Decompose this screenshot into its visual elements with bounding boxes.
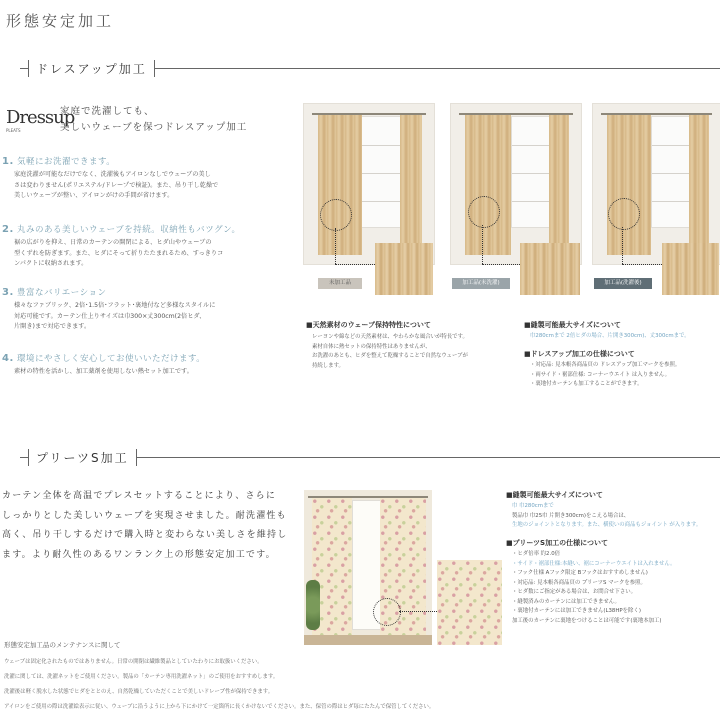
footer-line: 洗濯に関しては、洗濯ネットをご使用ください。製品の「カーテン専用洗濯ネット」のご使用をおすすめします。 [4,674,279,680]
footer-line: 洗濯後は軽く脱水した状態でヒダをととのえ、自然乾燥していただくことで美しいドレープ性が保持できます。 [4,689,274,695]
feature-item-3 [2,286,292,333]
header-rule-right [155,68,720,69]
pleats-description [2,487,292,565]
note-line: 生地のジョイントとなります。また、横使いの商品もジョイント が入ります。 [512,522,702,528]
swatch-treated-unwashed [520,243,580,295]
connector-line [335,264,375,265]
note-line: ・サイド・裾部仕様:本縫い、裾にコーナーウエイトは入れません。 [512,560,676,567]
dressup-spec-note [524,349,720,390]
curtain-right [689,115,709,255]
plant [306,580,320,630]
lead-line-1: 家庭で洗濯しても、 [60,106,155,117]
note-line: ・対応品: 見本帳各商品頁の プリーツS マークを参照。 [512,579,646,586]
feature-line: 裾の広がりを抑え、日常のカーテンの開閉による、ヒダ山やウェーブの [14,239,212,246]
feature-line: さは変わりません(ポリエステル/ドレープで検証)。また、吊り干し乾燥で [14,181,219,189]
window [511,116,551,228]
dressup-lead [60,104,247,136]
pleats-section-label: プリーツS加工 [28,449,137,466]
header-rule-right [137,457,720,458]
feature-head: 丸みのある美しいウェーブを持続。収納性もバツグン。 [16,225,241,235]
curtain-photo-treated-washed [592,103,720,265]
feature-line: 型くずれを防ぎます。また、ヒダにそって折りたたまれるため、すっきりコ [14,249,224,257]
zoom-circle [468,196,500,228]
dressup-size-note [524,320,720,342]
zoom-circle [373,598,401,626]
pleats-size-note [506,490,720,531]
note-line: ・ヒダ数にご指定がある場合は、お問合せ下さい。 [512,589,636,595]
swatch-untreated [375,243,433,295]
note-line: お洗濯のあとも、ヒダを整えて乾燥することで自然なウェーブが [312,353,468,359]
maintenance-footer [4,640,718,715]
feature-line: 美しいウェーブが整い、アイロンがけの手間が省けます。 [14,192,174,199]
zoom-circle [320,199,352,231]
dressup-section-header [20,60,720,77]
pleats-room-photo [304,490,432,645]
footer-line: ウェーブは固定化されたものではありません。日常の開閉は繊維製品としていたわりにお取扱いください。 [4,659,263,665]
swatch-treated-washed [662,243,719,295]
dressup-logo-sub: PLEATS [6,128,21,133]
connector-line [399,611,437,612]
curtain-photo-treated-unwashed [450,103,582,265]
curtain-right [549,115,569,255]
window [360,116,402,228]
feature-head: 環境にやさしく安心してお使いいただけます。 [16,354,206,364]
dressup-logo-text: Dressup [6,107,75,128]
feature-line: ンパクトに収納されます。 [14,260,88,267]
note-heading: ■ドレスアップ加工の仕様について [524,350,635,358]
note-line: 持続します。 [312,362,344,369]
natural-material-note [306,320,506,371]
footer-line: アイロンをご使用の際は洗濯絵表示に従い、ウェーブに沿うように上から下にかけて一定箇所に長くかけないでください。また、保管の際はヒダ毎にたたんで保管してください。 [4,704,435,710]
note-line: 巾 巾280cmまで [512,503,554,509]
feature-num: 4. [2,353,14,364]
note-line: レーヨンや綿などの天然素材は、やわらかな風合いが特長です。 [312,334,468,340]
feature-num: 2. [2,224,14,235]
feature-num: 3. [2,287,14,298]
feature-line: 素材の特性を活かし、加工薬剤を使用しない熱セット加工です。 [14,368,193,375]
connector-line [335,228,336,264]
note-line: ・縫製済みのカーテンには加工できません。 [512,598,620,605]
curtain-left [318,115,362,255]
header-rule-left [20,68,28,69]
curtain-right [400,115,422,255]
note-line: ・両サイド・裾部仕様: コーナーウエイト は入りません。 [530,371,670,378]
note-line: 加工後のカーテンに裏地をつけることは可能です(裏地本加工) [512,617,662,624]
note-line: ・裏地付カーテンには加工できません(L38HPを除く) [512,608,641,614]
description-line: カーテン全体を高温でプレスセットすることにより、さらに [2,491,277,501]
tag-treated-washed: 加工品(洗濯後) [594,278,652,289]
curtain-photo-untreated [303,103,435,265]
window [651,116,691,228]
note-line: ・ヒダ倍率 約2.0倍 [512,551,561,557]
page-title: 形態安定加工 [6,12,115,30]
pleats-section-header [20,449,720,466]
feature-line: 家庭洗濯が可能なだけでなく、洗濯後もアイロンなしでウェーブの美し [14,171,211,178]
zoom-circle [608,198,640,230]
description-line: ます。より耐久性のあるワンランク上の形態安定加工です。 [2,549,276,560]
note-line: ・フック仕様 Aフック限定 Bフックはおすすめしません) [512,570,648,576]
connector-line [482,264,520,265]
feature-item-4 [2,352,292,378]
curtain-left [465,115,511,255]
note-heading: ■天然素材のウェーブ保持特性について [306,321,431,329]
note-line: 素材自体に熱セットの保持特性はありませんが、 [312,343,431,350]
curtain-left [607,115,651,255]
lead-line-2: 美しいウェーブを保つドレスアップ加工 [60,122,248,133]
feature-num: 1. [2,156,14,167]
feature-item-2 [2,223,292,270]
feature-item-1 [2,155,292,202]
note-line: ・裏地付カーテンも加工することができます。 [530,381,643,387]
feature-line: 片開き)まで対応できます。 [14,323,91,330]
tag-treated-unwashed: 加工品(未洗濯) [452,278,510,289]
pleats-spec-note [506,538,720,626]
dressup-section-label: ドレスアップ加工 [28,60,155,77]
feature-head: 気軽にお洗濯できます。 [16,157,116,167]
connector-line [622,264,662,265]
header-rule-left [20,457,28,458]
connector-line [482,225,483,264]
feature-line: 様々なファブリック、2倍･1.5倍･フラット･裏地付など多様なスタイルに [14,302,216,309]
note-heading: ■縫製可能最大サイズについて [524,321,621,329]
note-heading: ■プリーツS加工の仕様について [506,539,608,547]
feature-line: 対応可能です。カーテン仕上りサイズは巾300×丈300cm(2倍ヒダ、 [14,312,206,320]
tag-untreated: 未加工品 [318,278,362,289]
feature-head: 豊富なバリエーション [16,288,107,298]
description-line: しっかりとした美しいウェーブを実現させました。耐洗濯性も [2,510,287,521]
note-line: ・対応品: 見本帳各商品頁の ドレスアップ加工マークを参照。 [530,362,681,368]
note-line: 巾280cmまで 2倍ヒダの場合、片開き300cm)、丈300cmまで。 [530,333,690,339]
connector-line [622,227,623,264]
note-line: 製品巾 巾25巾 片開き300cm)をこえる場合は、 [512,512,630,519]
pleats-detail-photo [437,560,502,645]
description-line: 高く、吊り干しするだけで購入時と変わらない美しさを維持し [2,530,288,540]
note-heading: ■縫製可能最大サイズについて [506,491,603,499]
footer-title: 形態安定加工品のメンテナンスに関して [4,641,121,649]
